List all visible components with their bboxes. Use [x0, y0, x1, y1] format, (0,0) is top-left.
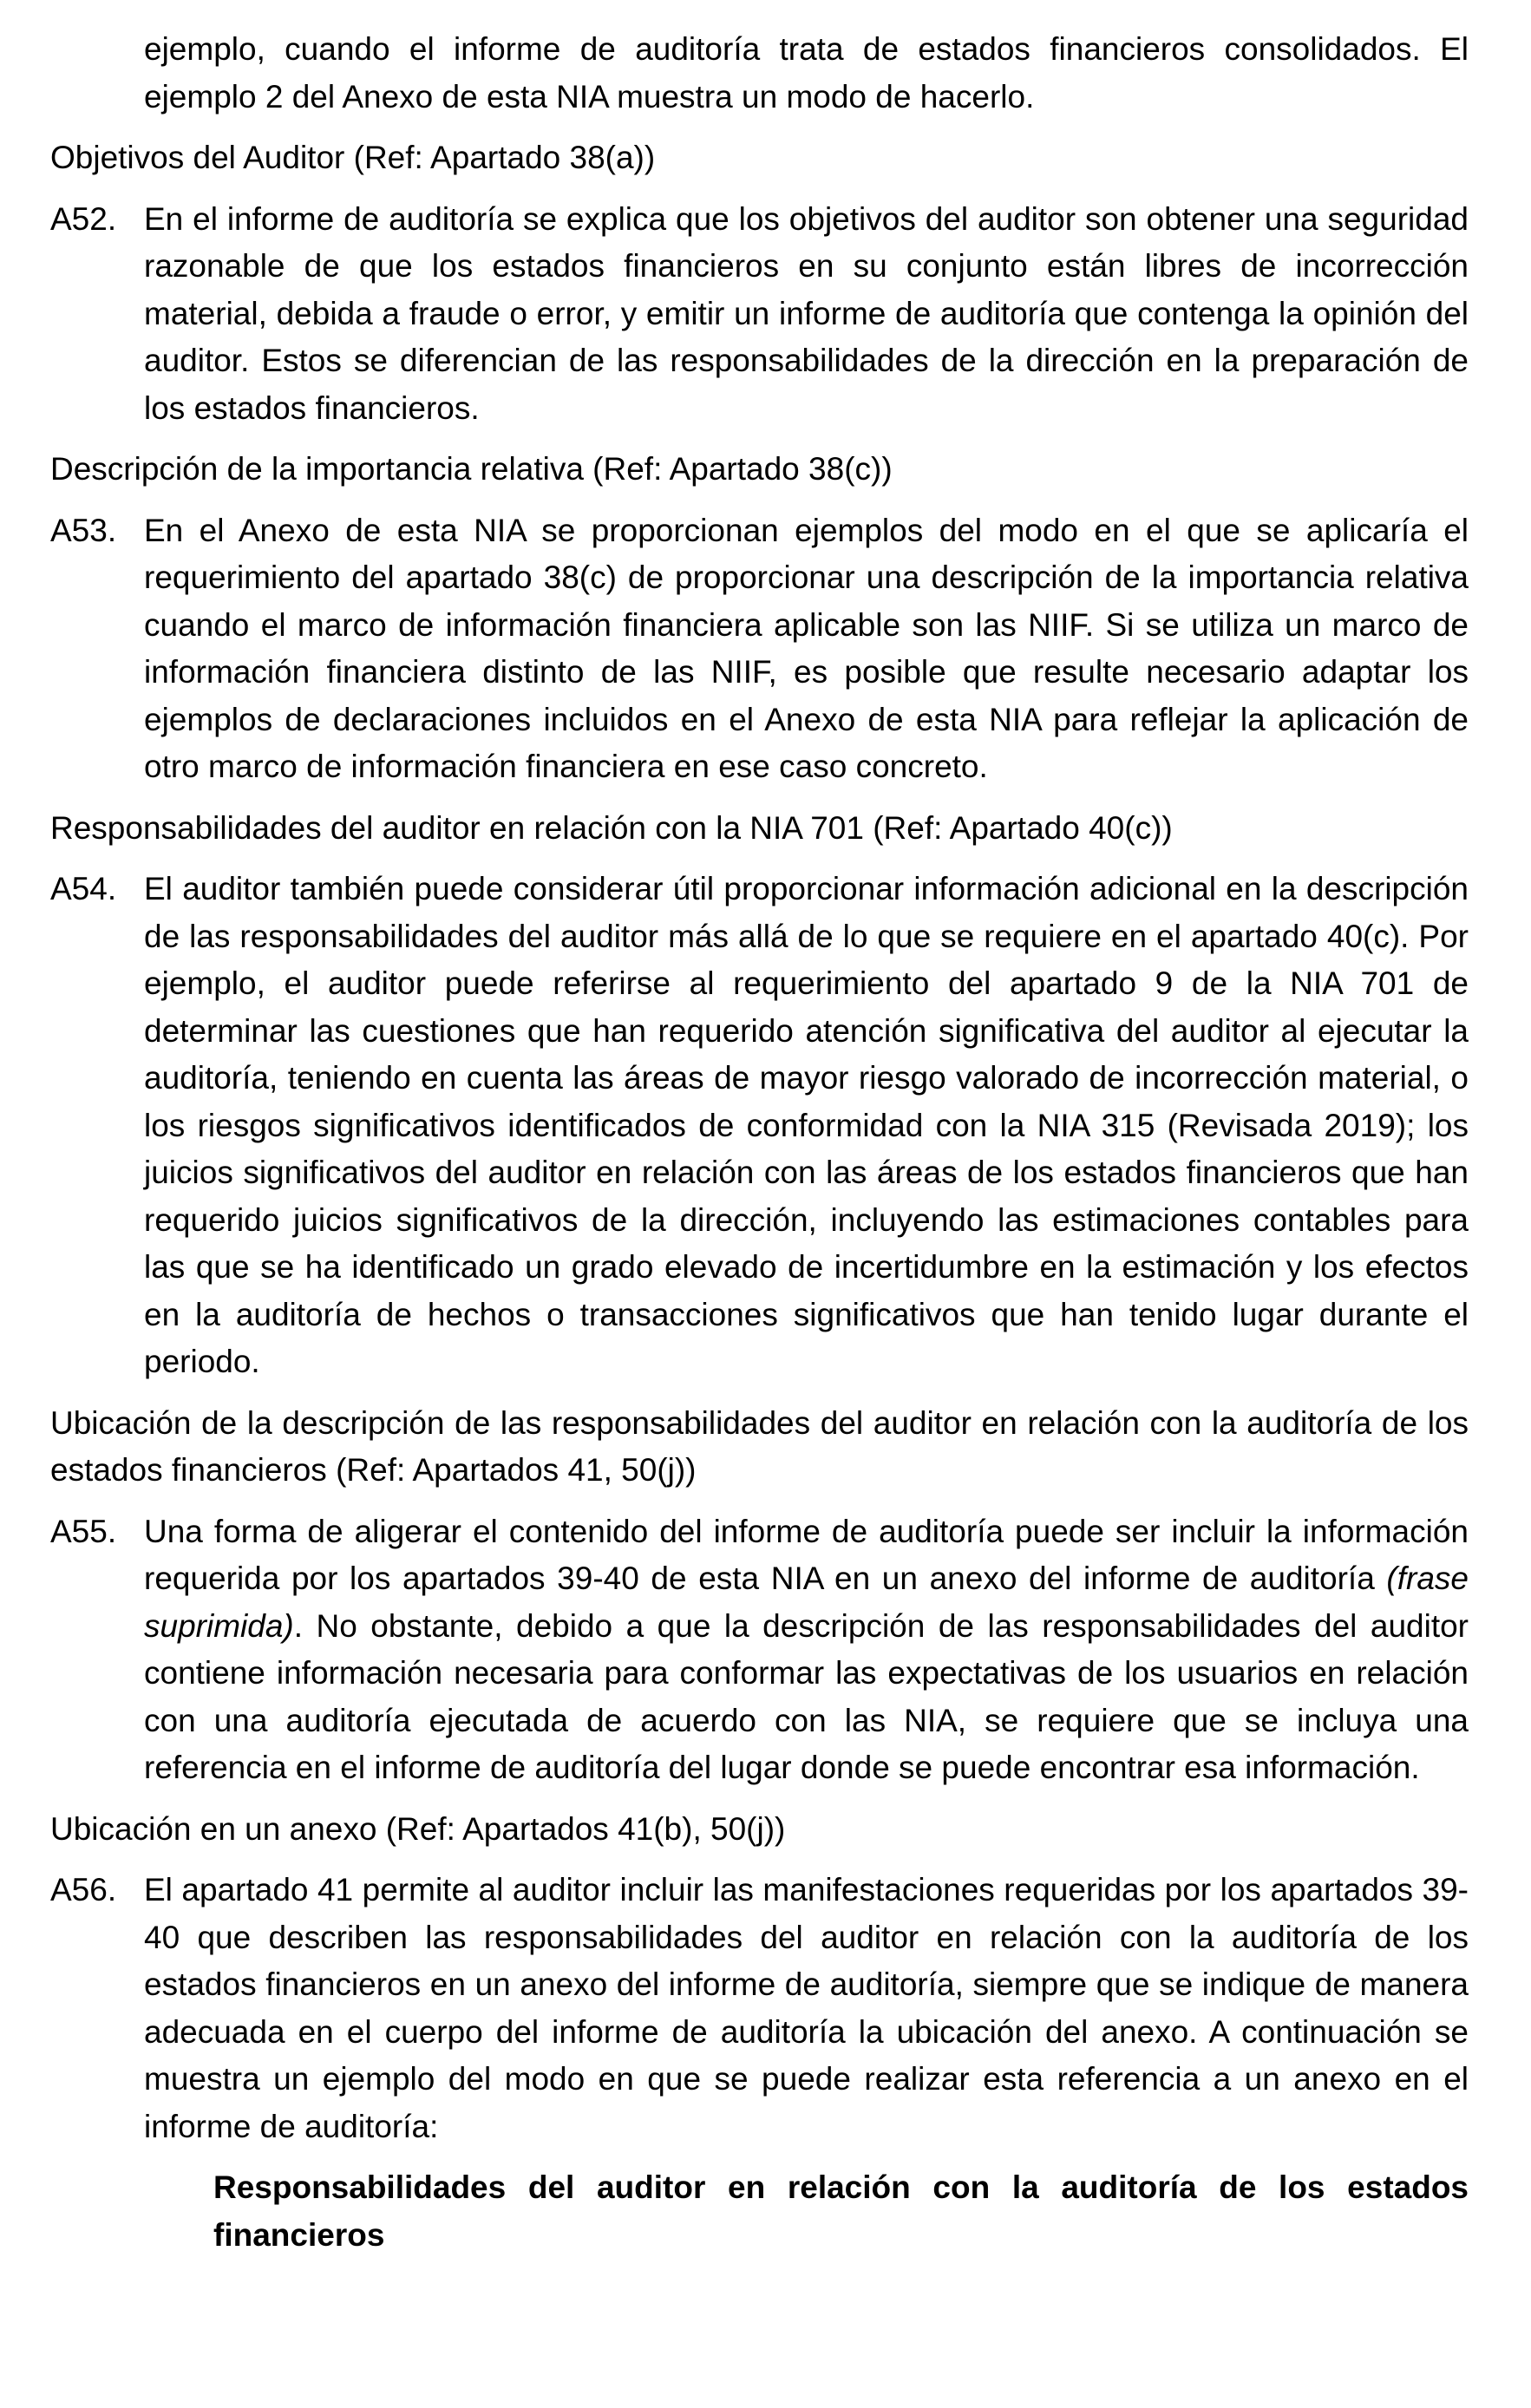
- paragraph-text: [144, 1508, 1469, 1792]
- intro-continuation: ejemplo, cuando el informe de auditoría trata de estados financieros consolidados. El ejemplo 2 del Anexo de esta NIA muestra un modo de hacerlo.: [144, 31, 1469, 115]
- document-page: [50, 26, 1469, 2259]
- paragraph-number: A54.: [50, 871, 117, 906]
- paragraph-a55: [50, 1508, 1469, 1792]
- paragraph-number: A56.: [50, 1872, 117, 1907]
- paragraph-a56: [50, 1867, 1469, 2150]
- paragraph-a53: [50, 507, 1469, 791]
- paragraph-text: El auditor también puede considerar útil proporcionar información adicional en la descripción de las responsabilidades del auditor más allá de lo que se requiere en el apartado 40(c). Por ejemplo, el auditor puede referirse al requerimiento del apartado 9 de la NIA 701 de determinar las cuestiones que han requerido atención significativa del auditor al ejecutar la auditoría, teniendo en cuenta las áreas de mayor riesgo valorado de incorrección material, o los riesgos significativos identificados de conformidad con la NIA 315 (Revisada 2019); los juicios significativos del auditor en relación con las áreas de los estados financieros que han requerido juicios significativos de la dirección, incluyendo las estimaciones contables para las que se ha identificado un grado elevado de incertidumbre en la estimación y los efectos en la auditoría de hechos o transacciones significativos que han tenido lugar durante el periodo.: [144, 871, 1469, 1379]
- quoted-report-heading: Responsabilidades del auditor en relación con la auditoría de los estados financieros: [213, 2169, 1469, 2253]
- paragraph-text: En el Anexo de esta NIA se proporcionan ejemplos del modo en el que se aplicaría el requerimiento del apartado 38(c) de proporcionar una descripción de la importancia relativa cuando el marco de información financiera aplicable son las NIIF. Si se utiliza un marco de información financiera distinto de las NIIF, es posible que resulte necesario adaptar los ejemplos de declaraciones incluidos en el Anexo de esta NIA para reflejar la aplicación de otro marco de información financiera en ese caso concreto.: [144, 512, 1469, 784]
- section-heading-importancia-relativa: Descripción de la importancia relativa (Ref: Apartado 38(c)): [50, 451, 893, 487]
- section-heading-nia-701: Responsabilidades del auditor en relación con la NIA 701 (Ref: Apartado 40(c)): [50, 809, 1173, 846]
- paragraph-text-part: . No obstante, debido a que la descripción de las responsabilidades del auditor contiene información necesaria para conformar las expectativas de los usuarios en relación con una auditoría ejecutada de acuerdo con las NIA, se requiere que se incluya una referencia en el informe de auditoría del lugar donde se puede encontrar esa información.: [144, 1607, 1469, 1785]
- paragraph-text-part: Una forma de aligerar el contenido del informe de auditoría puede ser incluir la información requerida por los apartados 39-40 de esta NIA en un anexo del informe de auditoría: [144, 1513, 1469, 1596]
- section-heading-ubicacion-descripcion: Ubicación de la descripción de las responsabilidades del auditor en relación con la auditoría de los estados financieros (Ref: Apartados 41, 50(j)): [50, 1404, 1469, 1488]
- paragraph-a52: [50, 196, 1469, 433]
- section-heading-objetivos: Objetivos del Auditor (Ref: Apartado 38(a)): [50, 140, 656, 175]
- paragraph-number: A52.: [50, 200, 117, 237]
- paragraph-number: A53.: [50, 512, 117, 548]
- section-heading-ubicacion-anexo: Ubicación en un anexo (Ref: Apartados 41(b), 50(j)): [50, 1810, 786, 1847]
- suppressed-phrase: (frase suprimida): [144, 1561, 1469, 1644]
- paragraph-number: A55.: [50, 1513, 117, 1549]
- paragraph-a54: [50, 866, 1469, 1386]
- paragraph-text: El apartado 41 permite al auditor incluir las manifestaciones requeridas por los apartados 39-40 que describen las responsabilidades del auditor en relación con la auditoría de los estados financieros en un anexo del informe de auditoría, siempre que se indique de manera adecuada en el cuerpo del informe de auditoría la ubicación del anexo. A continuación se muestra un ejemplo del modo en que se puede realizar esta referencia a un anexo en el informe de auditoría:: [144, 1872, 1469, 2144]
- paragraph-text: En el informe de auditoría se explica que los objetivos del auditor son obtener una seguridad razonable de que los estados financieros en su conjunto están libres de incorrección material, debida a fraude o error, y emitir un informe de auditoría que contenga la opinión del auditor. Estos se diferencian de las responsabilidades de la dirección en la preparación de los estados financieros.: [144, 200, 1469, 426]
